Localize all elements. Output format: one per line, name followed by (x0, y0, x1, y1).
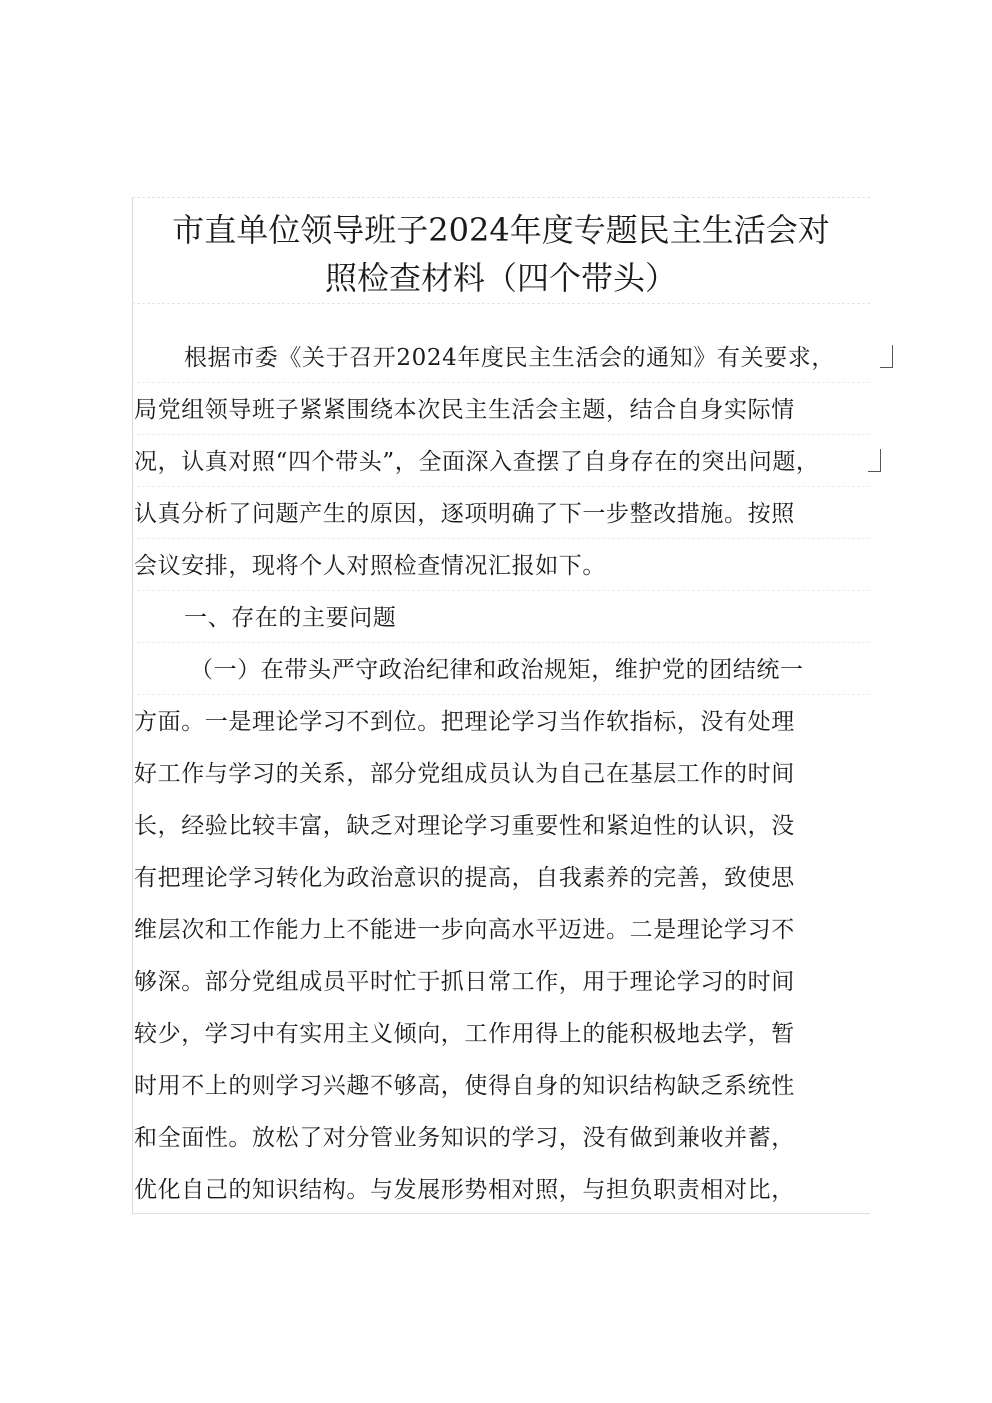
line-rule (132, 642, 870, 643)
title-line-1: 市直单位领导班子2024年度专题民主生活会对 (172, 211, 830, 249)
margin-mark (868, 449, 881, 472)
body-line-9: 好工作与学习的关系，部分党组成员认为自己在基层工作的时间 (134, 761, 795, 787)
title-rule (132, 303, 870, 304)
body-line-13: 够深。部分党组成员平时忙于抓日常工作，用于理论学习的时间 (134, 969, 795, 995)
line-rule (132, 434, 870, 435)
body-line-2: 局党组领导班子紧紧围绕本次民主生活会主题，结合自身实际情 (134, 397, 795, 423)
title-line-2: 照检查材料（四个带头） (324, 259, 677, 297)
line-rule (132, 382, 870, 383)
page-frame-bottom (132, 1213, 870, 1214)
body-line-17: 优化自己的知识结构。与发展形势相对照，与担负职责相对比， (134, 1177, 795, 1203)
body-line-4: 认真分析了问题产生的原因，逐项明确了下一步整改措施。按照 (134, 501, 795, 527)
section-heading: 一、存在的主要问题 (184, 605, 397, 631)
body-line-5: 会议安排，现将个人对照检查情况汇报如下。 (134, 553, 606, 579)
body-line-10: 长，经验比较丰富，缺乏对理论学习重要性和紧迫性的认识，没 (134, 813, 795, 839)
line-rule (132, 486, 870, 487)
body-line-11: 有把理论学习转化为政治意识的提高，自我素养的完善，致使思 (134, 865, 795, 891)
body-line-8: 方面。一是理论学习不到位。把理论学习当作软指标，没有处理 (134, 709, 795, 735)
body-line-12: 维层次和工作能力上不能进一步向高水平迈进。二是理论学习不 (134, 917, 795, 943)
line-rule (132, 590, 870, 591)
document-title (132, 206, 870, 302)
body-line-14: 较少，学习中有实用主义倾向，工作用得上的能积极地去学，暂 (134, 1021, 795, 1047)
margin-mark (880, 345, 893, 368)
body-line-16: 和全面性。放松了对分管业务知识的学习，没有做到兼收并蓄， (134, 1125, 795, 1151)
body-line-3: 况，认真对照“四个带头”，全面深入查摆了自身存在的突出问题， (134, 449, 820, 475)
subsection-line: （一）在带头严守政治纪律和政治规矩，维护党的团结统一 (190, 657, 804, 683)
body-line-15: 时用不上的则学习兴趣不够高，使得自身的知识结构缺乏系统性 (134, 1073, 795, 1099)
body-line-1: 根据市委《关于召开2024年度民主生活会的通知》有关要求， (184, 345, 835, 371)
line-rule (132, 694, 870, 695)
line-rule (132, 538, 870, 539)
